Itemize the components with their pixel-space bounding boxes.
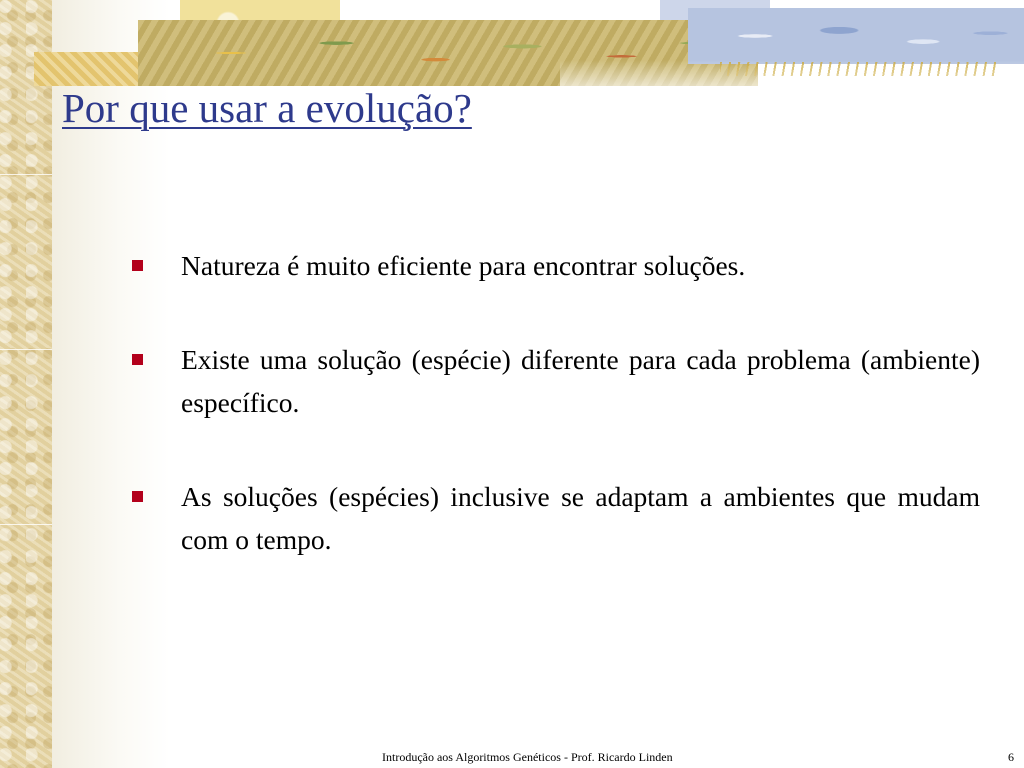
list-item bbox=[130, 244, 980, 287]
page-number: 6 bbox=[1008, 750, 1014, 764]
slide-footer bbox=[0, 750, 1024, 768]
tile-divider bbox=[0, 524, 52, 525]
bullet-text: Natureza é muito eficiente para encontrar soluções. bbox=[181, 250, 746, 281]
square-bullet-icon bbox=[132, 354, 143, 365]
tile-divider bbox=[0, 174, 52, 175]
square-bullet-icon bbox=[132, 260, 143, 271]
header-fade bbox=[560, 60, 1024, 150]
blue-leaves-image-tile bbox=[688, 8, 1024, 64]
bullet-list bbox=[130, 244, 980, 561]
list-item bbox=[130, 338, 980, 424]
square-bullet-icon bbox=[132, 491, 143, 502]
bullet-text: As soluções (espécies) inclusive se adaptam a ambientes que mudam com o tempo. bbox=[181, 481, 980, 555]
bullet-text: Existe uma solução (espécie) diferente para cada problema (ambiente) específico. bbox=[181, 344, 980, 418]
list-item bbox=[130, 475, 980, 561]
slide-title: Por que usar a evolução? bbox=[62, 85, 472, 131]
tile-divider bbox=[0, 349, 52, 350]
left-texture-strip bbox=[0, 0, 52, 768]
footer-text: Introdução aos Algoritmos Genéticos - Prof. Ricardo Linden bbox=[382, 750, 673, 764]
